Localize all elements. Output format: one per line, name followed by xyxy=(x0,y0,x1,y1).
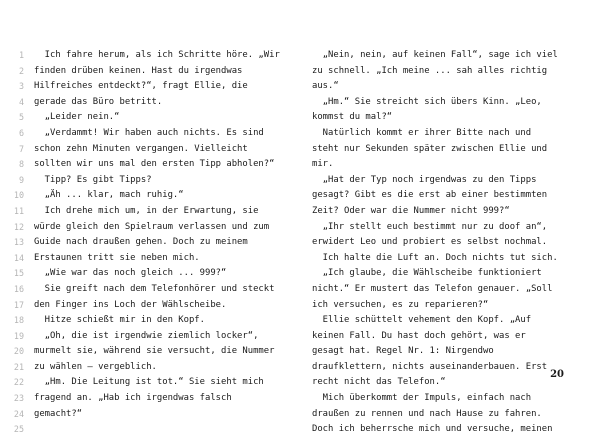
line-number: 12 xyxy=(13,221,24,232)
text-line xyxy=(13,329,286,345)
line-text: „Nein, nein, auf keinen Fall“, sage ich viel xyxy=(312,50,558,60)
text-line xyxy=(312,173,564,189)
left-text-column xyxy=(13,48,286,438)
line-text: zu schnell. „Ich meine ... sah alles richtig xyxy=(312,65,548,76)
text-line xyxy=(312,282,564,298)
line-number: 19 xyxy=(13,330,24,341)
line-number: 23 xyxy=(13,393,24,404)
line-text: „Ich glaube, die Wählscheibe funktioniert xyxy=(312,268,542,279)
line-text: recht nicht das Telefon.“ xyxy=(312,377,446,388)
line-number: 8 xyxy=(18,159,24,170)
line-text: Guide nach draußen gehen. Doch zu meinem xyxy=(34,237,248,248)
text-line xyxy=(312,422,564,438)
text-line xyxy=(312,110,564,126)
line-number: 6 xyxy=(18,127,24,138)
text-line xyxy=(312,407,564,423)
text-line xyxy=(312,157,564,173)
text-line xyxy=(312,188,564,204)
text-line xyxy=(13,407,286,423)
line-text: zu wählen – vergeblich. xyxy=(34,361,157,372)
line-text: fragend an. „Hab ich irgendwas falsch xyxy=(34,393,232,404)
line-number: 14 xyxy=(13,252,24,263)
text-line xyxy=(18,142,286,158)
text-line xyxy=(13,422,286,438)
text-line xyxy=(13,298,286,314)
line-text: Mich überkommt der Impuls, einfach nach xyxy=(312,393,532,404)
line-number: 1 xyxy=(18,50,24,60)
line-text: Ich fahre herum, als ich Schritte höre. „Wir xyxy=(34,50,280,60)
text-line xyxy=(18,64,286,80)
line-text: Natürlich kommt er ihrer Bitte nach und xyxy=(312,127,532,138)
text-line xyxy=(13,391,286,407)
line-text: würde gleich den Spielraum verlassen und zum xyxy=(34,221,270,232)
line-text: „Verdammt! Wir haben auch nichts. Es sind xyxy=(34,127,264,138)
text-line xyxy=(312,251,564,267)
line-number: 21 xyxy=(13,361,24,372)
line-text: Ellie schüttelt vehement den Kopf. „Auf xyxy=(312,315,532,326)
line-text: Zeit? Oder war die Nummer nicht 999?“ xyxy=(312,205,510,216)
line-text: „Ihr stellt euch bestimmt nur zu doof an“, xyxy=(312,221,548,232)
text-line xyxy=(13,375,286,391)
line-number: 13 xyxy=(13,237,24,248)
line-text: Doch ich beherrsche mich und versuche, meinen xyxy=(312,424,553,435)
text-line xyxy=(312,266,564,282)
line-number: 17 xyxy=(13,299,24,310)
line-text: Erstaunen tritt sie neben mich. xyxy=(34,252,200,263)
line-text: sollten wir uns mal den ersten Tipp abholen?“ xyxy=(34,159,275,170)
line-text: „Hm. Die Leitung ist tot.“ Sie sieht mich xyxy=(34,377,264,388)
text-line xyxy=(13,282,286,298)
text-line xyxy=(312,79,564,95)
text-line xyxy=(13,266,286,282)
text-line xyxy=(13,235,286,251)
text-line xyxy=(312,235,564,251)
line-text: kommst du mal?“ xyxy=(312,112,393,123)
text-line xyxy=(13,188,286,204)
line-text: mir. xyxy=(312,159,334,170)
line-number: 2 xyxy=(18,65,24,76)
line-number: 20 xyxy=(13,346,24,357)
line-number: 18 xyxy=(13,315,24,326)
text-line xyxy=(13,313,286,329)
line-text: gemacht?“ xyxy=(34,408,83,419)
text-line xyxy=(312,142,564,158)
text-line xyxy=(312,298,564,314)
text-line xyxy=(312,344,564,360)
line-number: 3 xyxy=(18,81,24,92)
line-number: 25 xyxy=(13,424,24,435)
text-line xyxy=(18,157,286,173)
text-line xyxy=(18,110,286,126)
text-line xyxy=(18,79,286,95)
line-number: 22 xyxy=(13,377,24,388)
line-text: Sie greift nach dem Telefonhörer und steckt xyxy=(34,283,275,294)
text-line xyxy=(312,64,564,80)
text-line xyxy=(312,204,564,220)
line-text: keinen Fall. Du hast doch gehört, was er xyxy=(312,330,526,341)
line-text: gerade das Büro betritt. xyxy=(34,96,163,107)
line-text: gesagt hat. Regel Nr. 1: Nirgendwo xyxy=(312,346,494,357)
line-text: Tipp? Es gibt Tipps? xyxy=(34,174,152,185)
line-text: schon zehn Minuten vergangen. Vielleicht xyxy=(34,143,248,154)
line-text: Ich halte die Luft an. Doch nichts tut sich. xyxy=(312,252,558,263)
line-text: draufklettern, nichts auseinanderbauen. Erst xyxy=(312,361,548,372)
text-line xyxy=(18,126,286,142)
line-text: ich versuchen, es zu reparieren?“ xyxy=(312,299,489,310)
line-text: draußen zu rennen und nach Hause zu fahren. xyxy=(312,408,542,419)
line-number: 5 xyxy=(18,112,24,123)
text-line xyxy=(312,95,564,111)
right-text-column xyxy=(312,48,564,438)
line-text: „Oh, die ist irgendwie ziemlich locker“, xyxy=(34,330,259,341)
text-line xyxy=(13,360,286,376)
line-number: 15 xyxy=(13,268,24,279)
line-text: „Wie war das noch gleich ... 999?“ xyxy=(34,268,227,279)
line-number: 24 xyxy=(13,408,24,419)
page-number: 20 xyxy=(550,369,564,380)
line-number: 16 xyxy=(13,283,24,294)
line-text: erwidert Leo und probiert es selbst nochmal. xyxy=(312,237,548,248)
line-text: „Hat der Typ noch irgendwas zu den Tipps xyxy=(312,174,537,185)
line-number: 9 xyxy=(18,174,24,185)
line-number: 4 xyxy=(18,96,24,107)
line-text: finden drüben keinen. Hast du irgendwas xyxy=(34,65,243,76)
text-line xyxy=(18,95,286,111)
line-text: „Äh ... klar, mach ruhig.“ xyxy=(34,190,184,201)
text-line xyxy=(312,48,564,64)
line-number: 10 xyxy=(13,190,24,201)
line-number: 7 xyxy=(18,143,24,154)
text-line xyxy=(312,360,564,376)
line-text: „Leider nein.“ xyxy=(34,112,120,123)
line-text: gesagt? Gibt es die erst ab einer bestimmten xyxy=(312,190,548,201)
text-line xyxy=(312,375,564,391)
line-text: nicht.“ Er mustert das Telefon genauer. „Soll xyxy=(312,283,553,294)
line-number: 11 xyxy=(13,205,24,216)
text-line xyxy=(13,344,286,360)
text-line xyxy=(312,313,564,329)
text-line xyxy=(312,329,564,345)
text-line xyxy=(312,220,564,236)
line-text: murmelt sie, während sie versucht, die Nummer xyxy=(34,346,275,357)
text-line xyxy=(18,173,286,189)
line-text: „Hm.“ Sie streicht sich übers Kinn. „Leo, xyxy=(312,96,542,107)
text-line xyxy=(13,220,286,236)
line-text: Ich drehe mich um, in der Erwartung, sie xyxy=(34,205,259,216)
line-text: aus.“ xyxy=(312,81,339,92)
line-text: den Finger ins Loch der Wählscheibe. xyxy=(34,299,227,310)
text-line xyxy=(312,391,564,407)
line-text: steht nur Sekunden später zwischen Ellie und xyxy=(312,143,548,154)
line-text: Hilfreiches entdeckt?“, fragt Ellie, die xyxy=(34,81,248,92)
line-text: Hitze schießt mir in den Kopf. xyxy=(34,315,205,326)
text-line xyxy=(18,48,286,64)
text-line xyxy=(13,251,286,267)
text-line xyxy=(312,126,564,142)
text-line xyxy=(13,204,286,220)
